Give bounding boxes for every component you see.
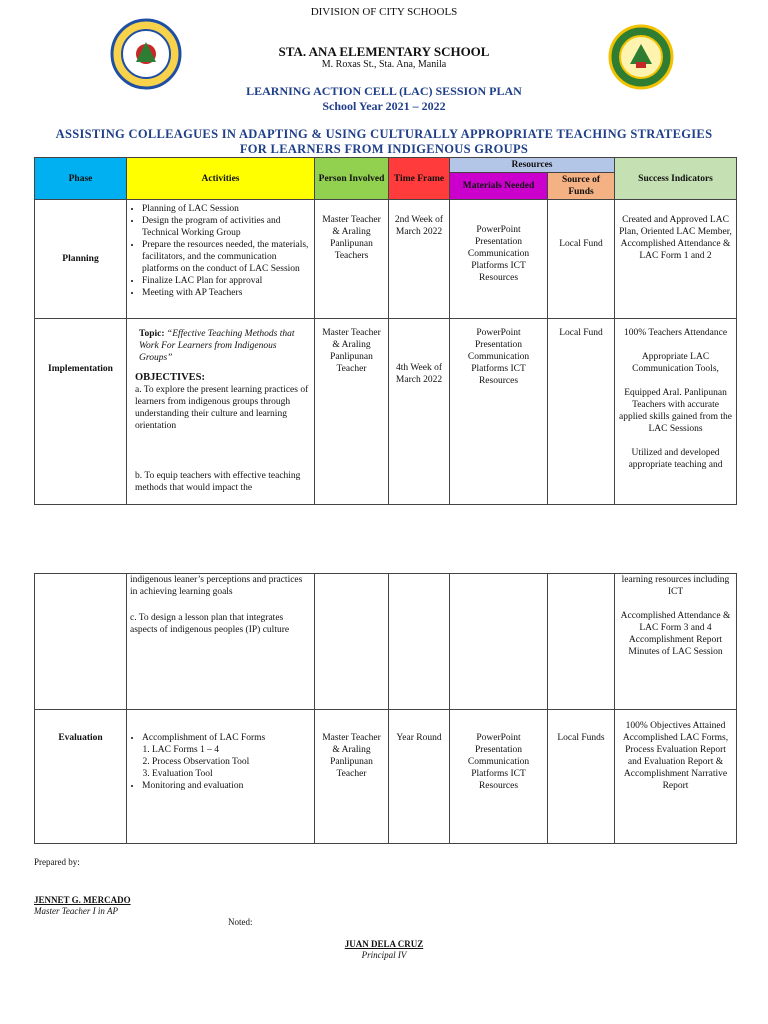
list-item: 2. Process Observation Tool [152, 756, 311, 768]
school-year: School Year 2021 – 2022 [322, 99, 446, 113]
list-item: • Meeting with AP Teachers [142, 287, 311, 299]
list-item: • Design the program of activities and Technical Working Group [142, 215, 311, 239]
implementation-activities [127, 319, 315, 505]
header-resources: Resources [450, 158, 615, 173]
implementation-time: 4th Week of March 2022 [389, 319, 450, 505]
objective-a: a. To explore the present learning practices of learners from indigenous groups through understanding their culture and learning orientation [135, 385, 309, 431]
objective-c: c. To design a lesson plan that integrates aspects of indigenous peoples (IP) culture [130, 613, 290, 635]
header-phase: Phase [35, 158, 127, 200]
success-line: Appropriate LAC Communication Tools, [632, 352, 719, 374]
header-success: Success Indicators [615, 158, 737, 200]
evaluation-materials: PowerPoint Presentation Communication Platforms ICT Resources [450, 710, 548, 844]
header-materials: Materials Needed [450, 173, 548, 200]
list-item: • Prepare the resources needed, the materials, facilitators, and the communication platforms on the conduct of LAC Session [142, 239, 311, 275]
list-item: • Finalize LAC Plan for approval [142, 275, 311, 287]
evaluation-success: 100% Objectives Attained Accomplished LAC Forms, Process Evaluation Report and Evaluation Report & Accomplishment Narrative Report [615, 710, 737, 844]
header-source: Source of Funds [548, 173, 615, 200]
success-line: learning resources including ICT [621, 575, 730, 597]
continued-phase [35, 574, 127, 710]
continued-source [548, 574, 615, 710]
topic-title-line1: ASSISTING COLLEAGUES IN ADAPTING & USING CULTURALLY APPROPRIATE TEACHING STRATEGIES [55, 127, 713, 141]
implementation-source: Local Fund [548, 319, 615, 505]
division-name: DIVISION OF CITY SCHOOLS [310, 6, 458, 18]
success-line: 100% Teachers Attendance [623, 328, 728, 338]
continued-objective-b: indigenous leaner’s perceptions and practices in achieving learning goals [130, 575, 303, 597]
implementation-success [615, 319, 737, 505]
evaluation-person: Master Teacher & Araling Panlipunan Teacher [315, 710, 389, 844]
planning-source: Local Fund [548, 200, 615, 319]
table-row [35, 200, 737, 319]
evaluation-source: Local Funds [548, 710, 615, 844]
success-line: Equipped Aral. Panlipunan Teachers with accurate applied skills gained from the LAC Sessions [619, 388, 732, 434]
list-item: 1. LAC Forms 1 – 4 [152, 744, 311, 756]
topic-title-line2: FOR LEARNERS FROM INDIGENOUS GROUPS [239, 142, 529, 156]
list-item: • Monitoring and evaluation [142, 780, 311, 792]
phase-implementation: Implementation [35, 319, 127, 505]
planning-person: Master Teacher & Araling Panlipunan Teachers [315, 200, 389, 319]
planning-time: 2nd Week of March 2022 [389, 200, 450, 319]
prepared-label: Prepared by: [34, 857, 80, 867]
list-item: 3. Evaluation Tool [152, 768, 311, 780]
table-row [35, 710, 737, 844]
evaluation-activities [127, 710, 315, 844]
list-item: • Accomplishment of LAC Forms [142, 732, 311, 744]
school-address: M. Roxas St., Sta. Ana, Manila [321, 59, 447, 70]
noter-name: JUAN DELA CRUZ [344, 939, 424, 949]
header-person: Person Involved [315, 158, 389, 200]
continued-activities [127, 574, 315, 710]
success-line: Utilized and developed appropriate teaching and [628, 448, 723, 470]
school-name: STA. ANA ELEMENTARY SCHOOL [278, 44, 490, 59]
lac-plan-table-continued [34, 573, 737, 844]
topic-label: Topic: [139, 329, 165, 339]
phase-planning: Planning [35, 200, 127, 319]
continued-person [315, 574, 389, 710]
continued-success [615, 574, 737, 710]
table-row [35, 574, 737, 710]
objectives-label: OBJECTIVES: [135, 372, 206, 383]
evaluation-time: Year Round [389, 710, 450, 844]
header-time: Time Frame [389, 158, 450, 200]
noter-role: Principal IV [361, 950, 407, 960]
implementation-person: Master Teacher & Araling Panlipunan Teacher [315, 319, 389, 505]
planning-activities [127, 200, 315, 319]
noted-label: Noted: [228, 917, 253, 927]
preparer-role: Master Teacher I in AP [34, 906, 118, 916]
objective-b: b. To equip teachers with effective teaching methods that would impact the [135, 471, 301, 493]
lac-plan-table [34, 157, 737, 505]
implementation-materials: PowerPoint Presentation Communication Platforms ICT Resources [450, 319, 548, 505]
table-row [35, 319, 737, 505]
plan-title: LEARNING ACTION CELL (LAC) SESSION PLAN [246, 84, 522, 98]
planning-materials: PowerPoint Presentation Communication Platforms ICT Resources [450, 200, 548, 319]
continued-materials [450, 574, 548, 710]
header-activities: Activities [127, 158, 315, 200]
list-item: • Planning of LAC Session [142, 203, 311, 215]
planning-success: Created and Approved LAC Plan, Oriented LAC Member, Accomplished Attendance & LAC Form 1 and 2 [615, 200, 737, 319]
topic-text: “Effective Teaching Methods that Work For Learners from Indigenous Groups” [139, 329, 295, 363]
phase-evaluation: Evaluation [35, 710, 127, 844]
continued-time [389, 574, 450, 710]
success-line: Accomplished Attendance & LAC Form 3 and 4 Accomplishment Report Minutes of LAC Session [620, 611, 731, 657]
preparer-name: JENNET G. MERCADO [34, 895, 131, 905]
